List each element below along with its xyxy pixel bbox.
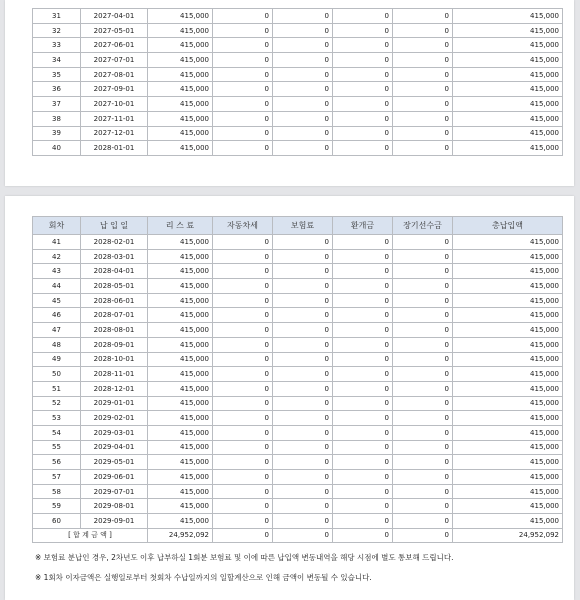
cell-lease-fee: 415,000 bbox=[148, 308, 213, 323]
cell-installment: 57 bbox=[33, 470, 81, 485]
table-row bbox=[33, 425, 563, 440]
cell-advance-payment: 0 bbox=[393, 111, 453, 126]
cell-payment-date: 2027-11-01 bbox=[81, 111, 148, 126]
cell-payment-date: 2028-04-01 bbox=[81, 264, 148, 279]
cell-insurance: 0 bbox=[273, 499, 333, 514]
cell-installment: 40 bbox=[33, 141, 81, 156]
note-interest: ※ 1회차 이자금액은 실행일로부터 첫회차 수납일까지의 일할계산으로 인해 금액이 변동될 수 있습니다. bbox=[35, 573, 372, 582]
cell-advance-payment: 0 bbox=[393, 440, 453, 455]
cell-car-tax: 0 bbox=[213, 235, 273, 250]
cell-refund: 0 bbox=[333, 97, 393, 112]
cell-installment: 52 bbox=[33, 396, 81, 411]
cell-total-payment: 415,000 bbox=[453, 440, 563, 455]
cell-lease-fee: 415,000 bbox=[148, 82, 213, 97]
total-total-payment: 24,952,092 bbox=[453, 528, 563, 542]
cell-total-payment: 415,000 bbox=[453, 337, 563, 352]
cell-lease-fee: 415,000 bbox=[148, 514, 213, 529]
table-row bbox=[33, 411, 563, 426]
total-lease-fee: 24,952,092 bbox=[148, 528, 213, 542]
table-row bbox=[33, 484, 563, 499]
cell-payment-date: 2027-06-01 bbox=[81, 38, 148, 53]
cell-lease-fee: 415,000 bbox=[148, 249, 213, 264]
cell-lease-fee: 415,000 bbox=[148, 381, 213, 396]
cell-refund: 0 bbox=[333, 367, 393, 382]
header-installment: 회차 bbox=[33, 217, 81, 235]
cell-car-tax: 0 bbox=[213, 126, 273, 141]
document-page-2 bbox=[5, 196, 574, 600]
header-total-payment: 총납입액 bbox=[453, 217, 563, 235]
cell-advance-payment: 0 bbox=[393, 455, 453, 470]
cell-car-tax: 0 bbox=[213, 514, 273, 529]
cell-refund: 0 bbox=[333, 381, 393, 396]
cell-insurance: 0 bbox=[273, 9, 333, 24]
cell-car-tax: 0 bbox=[213, 38, 273, 53]
cell-car-tax: 0 bbox=[213, 279, 273, 294]
cell-installment: 50 bbox=[33, 367, 81, 382]
cell-total-payment: 415,000 bbox=[453, 381, 563, 396]
cell-total-payment: 415,000 bbox=[453, 82, 563, 97]
cell-payment-date: 2028-03-01 bbox=[81, 249, 148, 264]
cell-total-payment: 415,000 bbox=[453, 470, 563, 485]
cell-lease-fee: 415,000 bbox=[148, 470, 213, 485]
table-row bbox=[33, 323, 563, 338]
cell-total-payment: 415,000 bbox=[453, 352, 563, 367]
cell-lease-fee: 415,000 bbox=[148, 279, 213, 294]
cell-lease-fee: 415,000 bbox=[148, 9, 213, 24]
cell-advance-payment: 0 bbox=[393, 97, 453, 112]
cell-car-tax: 0 bbox=[213, 9, 273, 24]
payment-schedule-table-part-1 bbox=[32, 8, 563, 156]
cell-lease-fee: 415,000 bbox=[148, 455, 213, 470]
cell-car-tax: 0 bbox=[213, 440, 273, 455]
cell-refund: 0 bbox=[333, 249, 393, 264]
table-row bbox=[33, 337, 563, 352]
cell-refund: 0 bbox=[333, 53, 393, 68]
cell-refund: 0 bbox=[333, 411, 393, 426]
cell-insurance: 0 bbox=[273, 411, 333, 426]
cell-insurance: 0 bbox=[273, 293, 333, 308]
total-car-tax: 0 bbox=[213, 528, 273, 542]
cell-advance-payment: 0 bbox=[393, 126, 453, 141]
cell-refund: 0 bbox=[333, 425, 393, 440]
cell-payment-date: 2027-05-01 bbox=[81, 23, 148, 38]
cell-payment-date: 2029-07-01 bbox=[81, 484, 148, 499]
document-page-1 bbox=[5, 0, 574, 186]
table-row bbox=[33, 396, 563, 411]
cell-insurance: 0 bbox=[273, 82, 333, 97]
cell-installment: 35 bbox=[33, 67, 81, 82]
cell-car-tax: 0 bbox=[213, 484, 273, 499]
cell-total-payment: 415,000 bbox=[453, 141, 563, 156]
cell-installment: 51 bbox=[33, 381, 81, 396]
cell-refund: 0 bbox=[333, 308, 393, 323]
cell-payment-date: 2029-09-01 bbox=[81, 514, 148, 529]
cell-lease-fee: 415,000 bbox=[148, 411, 213, 426]
cell-installment: 37 bbox=[33, 97, 81, 112]
cell-car-tax: 0 bbox=[213, 323, 273, 338]
cell-refund: 0 bbox=[333, 396, 393, 411]
table-row bbox=[33, 514, 563, 529]
cell-insurance: 0 bbox=[273, 126, 333, 141]
cell-lease-fee: 415,000 bbox=[148, 352, 213, 367]
cell-payment-date: 2027-08-01 bbox=[81, 67, 148, 82]
cell-advance-payment: 0 bbox=[393, 396, 453, 411]
cell-advance-payment: 0 bbox=[393, 425, 453, 440]
cell-installment: 56 bbox=[33, 455, 81, 470]
cell-total-payment: 415,000 bbox=[453, 308, 563, 323]
cell-advance-payment: 0 bbox=[393, 53, 453, 68]
cell-payment-date: 2028-02-01 bbox=[81, 235, 148, 250]
cell-refund: 0 bbox=[333, 337, 393, 352]
cell-lease-fee: 415,000 bbox=[148, 396, 213, 411]
table-row bbox=[33, 23, 563, 38]
cell-refund: 0 bbox=[333, 484, 393, 499]
table-row bbox=[33, 53, 563, 68]
cell-installment: 42 bbox=[33, 249, 81, 264]
cell-advance-payment: 0 bbox=[393, 470, 453, 485]
cell-payment-date: 2029-04-01 bbox=[81, 440, 148, 455]
cell-lease-fee: 415,000 bbox=[148, 126, 213, 141]
table-row bbox=[33, 249, 563, 264]
cell-car-tax: 0 bbox=[213, 97, 273, 112]
cell-insurance: 0 bbox=[273, 337, 333, 352]
cell-installment: 49 bbox=[33, 352, 81, 367]
cell-refund: 0 bbox=[333, 499, 393, 514]
cell-installment: 59 bbox=[33, 499, 81, 514]
cell-total-payment: 415,000 bbox=[453, 396, 563, 411]
cell-car-tax: 0 bbox=[213, 23, 273, 38]
cell-installment: 53 bbox=[33, 411, 81, 426]
header-refund: 환개금 bbox=[333, 217, 393, 235]
cell-insurance: 0 bbox=[273, 484, 333, 499]
cell-refund: 0 bbox=[333, 9, 393, 24]
cell-installment: 45 bbox=[33, 293, 81, 308]
cell-payment-date: 2028-07-01 bbox=[81, 308, 148, 323]
cell-payment-date: 2029-03-01 bbox=[81, 425, 148, 440]
cell-installment: 60 bbox=[33, 514, 81, 529]
cell-total-payment: 415,000 bbox=[453, 411, 563, 426]
cell-payment-date: 2027-12-01 bbox=[81, 126, 148, 141]
cell-lease-fee: 415,000 bbox=[148, 367, 213, 382]
table-row bbox=[33, 367, 563, 382]
cell-insurance: 0 bbox=[273, 249, 333, 264]
cell-total-payment: 415,000 bbox=[453, 514, 563, 529]
cell-car-tax: 0 bbox=[213, 308, 273, 323]
cell-refund: 0 bbox=[333, 67, 393, 82]
cell-car-tax: 0 bbox=[213, 264, 273, 279]
note-insurance: ※ 보험료 분납인 경우, 2차년도 이후 납부하실 1회분 보험료 및 이에 따른 납입액 변동내역을 해당 시점에 별도 통보해 드립니다. bbox=[35, 553, 454, 562]
cell-refund: 0 bbox=[333, 293, 393, 308]
cell-insurance: 0 bbox=[273, 440, 333, 455]
table-row bbox=[33, 141, 563, 156]
total-refund: 0 bbox=[333, 528, 393, 542]
cell-lease-fee: 415,000 bbox=[148, 425, 213, 440]
cell-advance-payment: 0 bbox=[393, 67, 453, 82]
cell-payment-date: 2028-11-01 bbox=[81, 367, 148, 382]
cell-lease-fee: 415,000 bbox=[148, 235, 213, 250]
cell-car-tax: 0 bbox=[213, 249, 273, 264]
cell-advance-payment: 0 bbox=[393, 514, 453, 529]
cell-total-payment: 415,000 bbox=[453, 425, 563, 440]
cell-total-payment: 415,000 bbox=[453, 484, 563, 499]
cell-payment-date: 2028-01-01 bbox=[81, 141, 148, 156]
cell-lease-fee: 415,000 bbox=[148, 264, 213, 279]
cell-payment-date: 2029-08-01 bbox=[81, 499, 148, 514]
cell-total-payment: 415,000 bbox=[453, 455, 563, 470]
cell-car-tax: 0 bbox=[213, 141, 273, 156]
cell-insurance: 0 bbox=[273, 381, 333, 396]
total-label: [ 합 계 금 액 ] bbox=[33, 528, 148, 542]
table-row bbox=[33, 279, 563, 294]
cell-total-payment: 415,000 bbox=[453, 367, 563, 382]
cell-lease-fee: 415,000 bbox=[148, 97, 213, 112]
cell-insurance: 0 bbox=[273, 264, 333, 279]
cell-total-payment: 415,000 bbox=[453, 9, 563, 24]
cell-insurance: 0 bbox=[273, 97, 333, 112]
cell-lease-fee: 415,000 bbox=[148, 484, 213, 499]
table-row bbox=[33, 352, 563, 367]
header-car-tax: 자동차세 bbox=[213, 217, 273, 235]
cell-lease-fee: 415,000 bbox=[148, 293, 213, 308]
table-row bbox=[33, 455, 563, 470]
cell-refund: 0 bbox=[333, 323, 393, 338]
cell-total-payment: 415,000 bbox=[453, 279, 563, 294]
cell-installment: 48 bbox=[33, 337, 81, 352]
cell-lease-fee: 415,000 bbox=[148, 38, 213, 53]
table-row bbox=[33, 82, 563, 97]
cell-car-tax: 0 bbox=[213, 470, 273, 485]
table-row bbox=[33, 308, 563, 323]
total-row bbox=[33, 528, 563, 542]
cell-payment-date: 2028-08-01 bbox=[81, 323, 148, 338]
cell-total-payment: 415,000 bbox=[453, 293, 563, 308]
cell-advance-payment: 0 bbox=[393, 411, 453, 426]
cell-installment: 54 bbox=[33, 425, 81, 440]
table-row bbox=[33, 9, 563, 24]
cell-payment-date: 2028-05-01 bbox=[81, 279, 148, 294]
cell-installment: 55 bbox=[33, 440, 81, 455]
cell-payment-date: 2028-06-01 bbox=[81, 293, 148, 308]
cell-insurance: 0 bbox=[273, 455, 333, 470]
cell-payment-date: 2027-10-01 bbox=[81, 97, 148, 112]
cell-total-payment: 415,000 bbox=[453, 264, 563, 279]
cell-refund: 0 bbox=[333, 38, 393, 53]
table-row bbox=[33, 440, 563, 455]
cell-car-tax: 0 bbox=[213, 337, 273, 352]
cell-car-tax: 0 bbox=[213, 352, 273, 367]
table-row bbox=[33, 111, 563, 126]
cell-car-tax: 0 bbox=[213, 53, 273, 68]
total-advance-payment: 0 bbox=[393, 528, 453, 542]
cell-insurance: 0 bbox=[273, 141, 333, 156]
header-payment-date: 납 입 일 bbox=[81, 217, 148, 235]
cell-total-payment: 415,000 bbox=[453, 23, 563, 38]
cell-insurance: 0 bbox=[273, 323, 333, 338]
cell-insurance: 0 bbox=[273, 308, 333, 323]
cell-insurance: 0 bbox=[273, 38, 333, 53]
cell-car-tax: 0 bbox=[213, 396, 273, 411]
cell-lease-fee: 415,000 bbox=[148, 67, 213, 82]
cell-refund: 0 bbox=[333, 440, 393, 455]
cell-payment-date: 2028-09-01 bbox=[81, 337, 148, 352]
payment-schedule-table-part-2 bbox=[32, 216, 563, 543]
cell-advance-payment: 0 bbox=[393, 308, 453, 323]
cell-total-payment: 415,000 bbox=[453, 323, 563, 338]
cell-refund: 0 bbox=[333, 235, 393, 250]
cell-insurance: 0 bbox=[273, 352, 333, 367]
cell-installment: 31 bbox=[33, 9, 81, 24]
cell-refund: 0 bbox=[333, 111, 393, 126]
table-header-row bbox=[33, 217, 563, 235]
cell-payment-date: 2027-09-01 bbox=[81, 82, 148, 97]
cell-lease-fee: 415,000 bbox=[148, 111, 213, 126]
cell-total-payment: 415,000 bbox=[453, 126, 563, 141]
table-row bbox=[33, 264, 563, 279]
cell-refund: 0 bbox=[333, 279, 393, 294]
cell-advance-payment: 0 bbox=[393, 23, 453, 38]
table-row bbox=[33, 499, 563, 514]
cell-payment-date: 2028-10-01 bbox=[81, 352, 148, 367]
cell-advance-payment: 0 bbox=[393, 499, 453, 514]
cell-car-tax: 0 bbox=[213, 499, 273, 514]
cell-advance-payment: 0 bbox=[393, 484, 453, 499]
table-row bbox=[33, 97, 563, 112]
cell-payment-date: 2029-01-01 bbox=[81, 396, 148, 411]
cell-car-tax: 0 bbox=[213, 455, 273, 470]
cell-refund: 0 bbox=[333, 470, 393, 485]
total-insurance: 0 bbox=[273, 528, 333, 542]
table-row bbox=[33, 38, 563, 53]
cell-total-payment: 415,000 bbox=[453, 38, 563, 53]
cell-advance-payment: 0 bbox=[393, 264, 453, 279]
cell-advance-payment: 0 bbox=[393, 235, 453, 250]
cell-lease-fee: 415,000 bbox=[148, 53, 213, 68]
cell-installment: 38 bbox=[33, 111, 81, 126]
cell-car-tax: 0 bbox=[213, 82, 273, 97]
cell-car-tax: 0 bbox=[213, 425, 273, 440]
cell-advance-payment: 0 bbox=[393, 82, 453, 97]
cell-refund: 0 bbox=[333, 352, 393, 367]
cell-total-payment: 415,000 bbox=[453, 499, 563, 514]
cell-advance-payment: 0 bbox=[393, 323, 453, 338]
cell-lease-fee: 415,000 bbox=[148, 499, 213, 514]
cell-car-tax: 0 bbox=[213, 67, 273, 82]
cell-car-tax: 0 bbox=[213, 367, 273, 382]
cell-installment: 36 bbox=[33, 82, 81, 97]
header-lease-fee: 리 스 료 bbox=[148, 217, 213, 235]
cell-lease-fee: 415,000 bbox=[148, 23, 213, 38]
cell-insurance: 0 bbox=[273, 111, 333, 126]
header-insurance: 보험료 bbox=[273, 217, 333, 235]
cell-payment-date: 2027-04-01 bbox=[81, 9, 148, 24]
cell-refund: 0 bbox=[333, 82, 393, 97]
cell-insurance: 0 bbox=[273, 67, 333, 82]
cell-installment: 39 bbox=[33, 126, 81, 141]
cell-payment-date: 2028-12-01 bbox=[81, 381, 148, 396]
cell-total-payment: 415,000 bbox=[453, 53, 563, 68]
table-row bbox=[33, 67, 563, 82]
cell-advance-payment: 0 bbox=[393, 279, 453, 294]
cell-refund: 0 bbox=[333, 455, 393, 470]
cell-insurance: 0 bbox=[273, 514, 333, 529]
cell-installment: 43 bbox=[33, 264, 81, 279]
table-row bbox=[33, 126, 563, 141]
cell-installment: 46 bbox=[33, 308, 81, 323]
cell-total-payment: 415,000 bbox=[453, 249, 563, 264]
cell-installment: 41 bbox=[33, 235, 81, 250]
cell-lease-fee: 415,000 bbox=[148, 323, 213, 338]
cell-lease-fee: 415,000 bbox=[148, 337, 213, 352]
cell-advance-payment: 0 bbox=[393, 141, 453, 156]
cell-insurance: 0 bbox=[273, 235, 333, 250]
cell-insurance: 0 bbox=[273, 470, 333, 485]
cell-advance-payment: 0 bbox=[393, 293, 453, 308]
cell-insurance: 0 bbox=[273, 53, 333, 68]
cell-refund: 0 bbox=[333, 23, 393, 38]
cell-car-tax: 0 bbox=[213, 411, 273, 426]
cell-insurance: 0 bbox=[273, 279, 333, 294]
cell-payment-date: 2029-02-01 bbox=[81, 411, 148, 426]
table-row bbox=[33, 235, 563, 250]
cell-installment: 44 bbox=[33, 279, 81, 294]
cell-total-payment: 415,000 bbox=[453, 67, 563, 82]
cell-installment: 47 bbox=[33, 323, 81, 338]
cell-insurance: 0 bbox=[273, 396, 333, 411]
cell-total-payment: 415,000 bbox=[453, 111, 563, 126]
cell-advance-payment: 0 bbox=[393, 337, 453, 352]
cell-total-payment: 415,000 bbox=[453, 97, 563, 112]
cell-lease-fee: 415,000 bbox=[148, 141, 213, 156]
cell-installment: 32 bbox=[33, 23, 81, 38]
cell-installment: 33 bbox=[33, 38, 81, 53]
cell-refund: 0 bbox=[333, 514, 393, 529]
cell-installment: 58 bbox=[33, 484, 81, 499]
cell-refund: 0 bbox=[333, 126, 393, 141]
cell-payment-date: 2029-06-01 bbox=[81, 470, 148, 485]
table-row bbox=[33, 470, 563, 485]
cell-insurance: 0 bbox=[273, 23, 333, 38]
cell-advance-payment: 0 bbox=[393, 352, 453, 367]
table-row bbox=[33, 381, 563, 396]
cell-refund: 0 bbox=[333, 141, 393, 156]
cell-insurance: 0 bbox=[273, 367, 333, 382]
header-advance-payment: 장기선수금 bbox=[393, 217, 453, 235]
cell-advance-payment: 0 bbox=[393, 38, 453, 53]
cell-advance-payment: 0 bbox=[393, 367, 453, 382]
cell-installment: 34 bbox=[33, 53, 81, 68]
cell-lease-fee: 415,000 bbox=[148, 440, 213, 455]
cell-payment-date: 2029-05-01 bbox=[81, 455, 148, 470]
cell-car-tax: 0 bbox=[213, 293, 273, 308]
cell-advance-payment: 0 bbox=[393, 381, 453, 396]
cell-payment-date: 2027-07-01 bbox=[81, 53, 148, 68]
table-row bbox=[33, 293, 563, 308]
cell-advance-payment: 0 bbox=[393, 9, 453, 24]
cell-advance-payment: 0 bbox=[393, 249, 453, 264]
cell-refund: 0 bbox=[333, 264, 393, 279]
cell-car-tax: 0 bbox=[213, 381, 273, 396]
cell-insurance: 0 bbox=[273, 425, 333, 440]
cell-car-tax: 0 bbox=[213, 111, 273, 126]
cell-total-payment: 415,000 bbox=[453, 235, 563, 250]
